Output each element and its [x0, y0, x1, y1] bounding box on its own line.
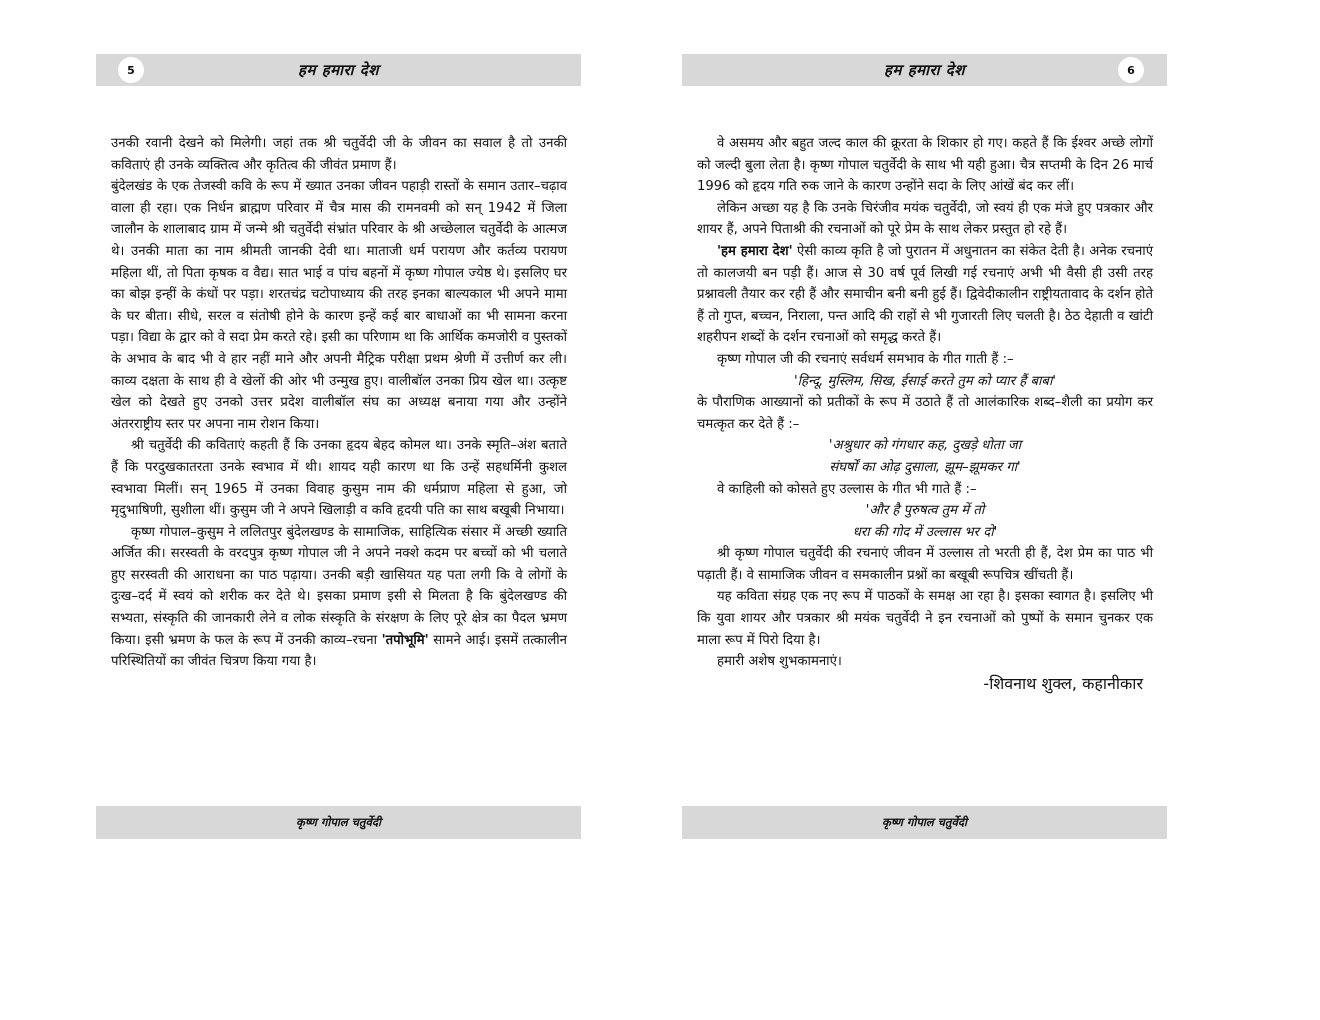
header-title: हम हमारा देश: [884, 61, 965, 79]
paragraph: श्री चतुर्वेदी की कविताएं कहती हैं कि उनका हृदय बेहद कोमल था। उनके स्मृति–अंश बताते हैं कि परदुखकातरता उनके स्वभाव में थी। शायद यही कारण था कि उन्हें सहधर्मिनी कुशल स्वभावा मिलीं। सन् 1965 में उनका विवाह कुसुम नाम की धर्मप्राण महिला से हुआ, जो मृदुभाषिणी, सुशीला थीं। कुसुम जी ने अपने खिलाड़ी व कवि हृदयी पति का साथ बखूबी निभाया।: [111, 438, 567, 519]
footer-title: कृष्ण गोपाल चतुर्वेदी: [882, 815, 967, 829]
header-title: हम हमारा देश: [298, 61, 379, 79]
verse-line: 'अश्रुधार को गंगधार कह, दुखड़े धोता जा: [828, 438, 1022, 454]
paragraph: बुंदेलखंड के एक तेजस्वी कवि के रूप में ख्यात उनका जीवन पहाड़ी रास्तों के समान उतार–चढ़ाव वाला ही रहा। एक निर्धन ब्राह्मण परिवार में चैत्र मास की रामनवमी को सन् 1942 में जिला जालौन के शालाबाद ग्राम में जन्मे श्री चतुर्वेदी संभ्रांत परिवार के श्री अच्छेलाल चतुर्वेदी के आत्मज थे। उनकी माता का नाम श्रीमती जानकी देवी था। माताजी धर्म परायण और कर्तव्य परायण महिला थीं, तो पिता कृषक व वैद्य। सात भाई व पांच बहनों में कृष्ण गोपाल ज्येष्ठ थे। इसलिए घर का बोझ इन्हीं के कंधों पर पड़ा। शरतचंद्र चटोपाध्याय की तरह इनका बाल्यकाल भी अपने मामा के घर बीता। सीधे, सरल व संतोषी होने के कारण इन्हें कई बार बाधाओं का भी सामना करना पड़ा। विद्या के द्वार को वे सदा प्रेम करते रहे। इसी का परिणाम था कि आर्थिक कमजोरी व पुस्तकों के अभाव के बाद भी वे हार नहीं माने और अपनी मैट्रिक परीक्षा प्रथम श्रेणी में उत्तीर्ण कर ली। काव्य दक्षता के साथ ही वे खेलों की ओर भी उन्मुख हुए। वालीबॉल उनका प्रिय खेल था। उत्कृष्ट खेल को देखते हुए उनको उत्तर प्रदेश वालीबॉल संघ का अध्यक्ष बनाया गया और उन्होंने अंतरराष्ट्रीय स्तर पर अपना नाम रोशन किया।: [111, 179, 567, 432]
verse-line: 'और है पुरुषत्व तुम में तो: [865, 503, 985, 519]
signature: -शिवनाथ शुक्ल, कहानीकार: [983, 673, 1143, 693]
book-title-tapobhumi: 'तपोभूमि': [381, 632, 429, 648]
paragraph: कृष्ण गोपाल जी की रचनाएं सर्वधर्म समभाव के गीत गाती हैं :–: [717, 351, 1014, 367]
paragraph: वे असमय और बहुत जल्द काल की क्रूरता के शिकार हो गए। कहते हैं कि ईश्वर अच्छे लोगों को जल्दी बुला लेता है। कृष्ण गोपाल चतुर्वेदी के साथ भी यही हुआ। चैत्र सप्तमी के दिन 26 मार्च 1996 को हृदय गति रुक जाने के कारण उन्होंने सदा के लिए आंखें बंद कर लीं।: [697, 136, 1153, 195]
paragraph: यह कविता संग्रह एक नए रूप में पाठकों के समक्ष आ रहा है। इसका स्वागत है। इसलिए भी कि युवा शायर और पत्रकार श्री मयंक चतुर्वेदी ने इन रचनाओं को पुष्पों के समान चुनकर एक माला रूप में पिरो दिया है।: [697, 589, 1153, 648]
page-right: [682, 54, 1167, 840]
paragraph-text: ऐसी काव्य कृति है जो पुरातन में अधुनातन का संकेत देती है। अनेक रचनाएं तो कालजयी बन पड़ी हैं। आज से 30 वर्ष पूर्व लिखी गई रचनाएं अभी भी वैसी ही उसी तरह प्रश्नावली तैयार कर रही हैं और समाचीन बनी बनी हुई हैं। द्विवेदीकालीन राष्ट्रीयतावाद के दर्शन होते हैं तो गुप्त, बच्चन, निराला, पन्त आदि की राहों से भी गुजारती लिए चलती है। ठेठ देहाती व खांटी शहरीपन शब्दों के दर्शन रचनाओं को समृद्ध करते हैं।: [697, 243, 1153, 346]
book-title: 'हम हमारा देश': [717, 243, 793, 259]
page-number: 6: [1118, 57, 1144, 83]
paragraph: लेकिन अच्छा यह है कि उनके चिरंजीव मयंक चतुर्वेदी, जो स्वयं ही एक मंजे हुए पत्रकार और शायर हैं, अपने पिताश्री की रचनाओं को पूरे प्रेम के साथ लेकर प्रस्तुत हो रहे हैं।: [697, 200, 1153, 238]
verse-line: संघर्षों का ओढ़ दुसाला, झूम–झूमकर गा': [829, 459, 1021, 475]
paragraph: [697, 241, 1153, 349]
page-footer: [96, 806, 581, 839]
page-header: [682, 54, 1167, 86]
page-body: [111, 133, 567, 673]
page-header: [96, 54, 581, 86]
paragraph: [111, 522, 567, 673]
page-left: [96, 54, 581, 840]
verse-line: 'हिन्दू, मुस्लिम, सिख, ईसाई करते तुम को प्यार हैं बाबा': [793, 373, 1056, 389]
paragraph: के पौराणिक आख्यानों को प्रतीकों के रूप में उठाते हैं तो आलंकारिक शब्द–शैली का प्रयोग कर चमत्कृत कर देते हैं :–: [697, 395, 1153, 432]
verse-line: धरा की गोद में उल्लास भर दो': [852, 524, 998, 540]
paragraph-text: कृष्ण गोपाल–कुसुम ने ललितपुर बुंदेलखण्ड के सामाजिक, साहित्यिक संसार में अच्छी ख्याति अर्जित की। सरस्वती के वरदपुत्र कृष्ण गोपाल जी ने अपने नक्शे कदम पर बच्चों को भी चलाते हुए सरस्वती की आराधना का पाठ पढ़ाया। उनकी बड़ी खासियत यह पता लगी कि वे लोगों के दुःख–दर्द में स्वयं को शरीक कर देते थे। इसका प्रमाण इसी से मिलता है कि बुंदेलखण्ड की सभ्यता, संस्कृति की जानकारी लेने व लोक संस्कृति के संरक्षण के लिए पूरे क्षेत्र का पैदल भ्रमण किया। इसी भ्रमण के फल के रूप में उनकी काव्य–रचना: [111, 524, 567, 648]
footer-title: कृष्ण गोपाल चतुर्वेदी: [296, 815, 381, 829]
page-footer: [682, 806, 1167, 839]
paragraph: हमारी अशेष शुभकामनाएं।: [717, 654, 842, 670]
paragraph: वे काहिली को कोसते हुए उल्लास के गीत भी गाते हैं :–: [717, 481, 977, 497]
page-number: 5: [118, 57, 144, 83]
paragraph: श्री कृष्ण गोपाल चतुर्वेदी की रचनाएं जीवन में उल्लास तो भरती ही हैं, देश प्रेम का पाठ भी पढ़ाती हैं। वे सामाजिक जीवन व समकालीन प्रश्नों का बखूबी रूपचित्र खींचती हैं।: [697, 546, 1153, 583]
paragraph-text: सामने आई। इसमें तत्कालीन परिस्थितियों का जीवंत चित्रण किया गया है।: [111, 632, 567, 670]
paragraph: उनकी रवानी देखने को मिलेगी। जहां तक श्री चतुर्वेदी जी के जीवन का सवाल है तो उनकी कविताएं ही उनके व्यक्तित्व और कृतित्व की जीवंत प्रमाण हैं।: [111, 136, 567, 173]
page-body: [697, 133, 1153, 694]
